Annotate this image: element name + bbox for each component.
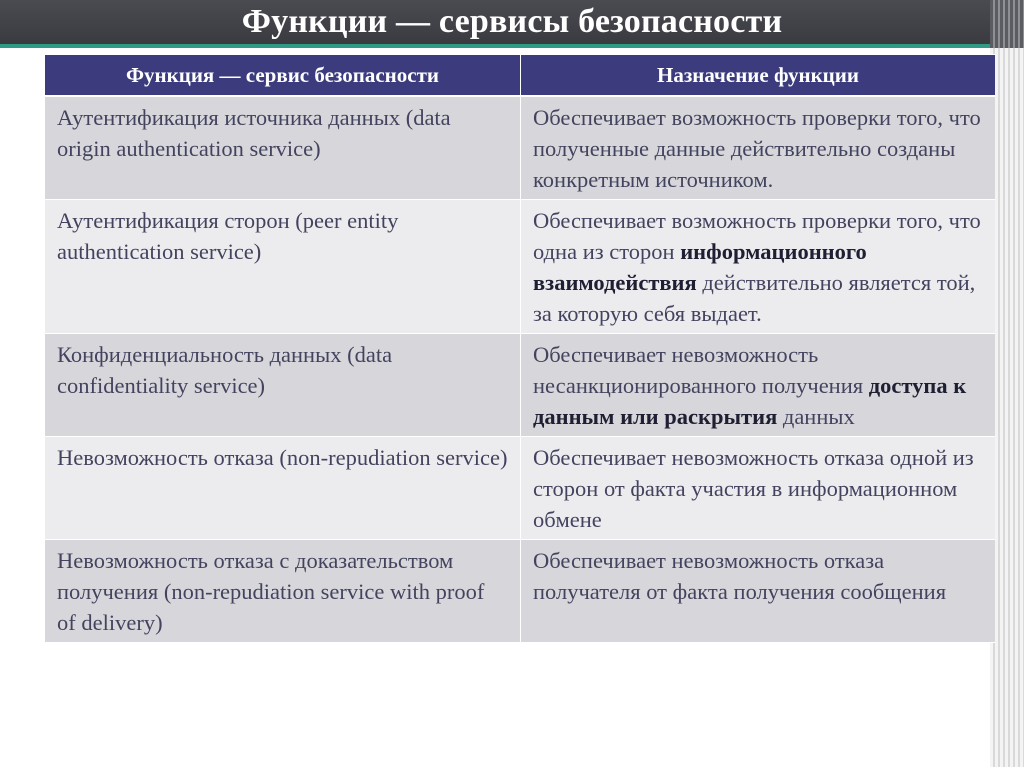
table-row xyxy=(45,200,996,334)
row-purpose xyxy=(521,540,996,643)
row-function: Невозможность отказа (non-repudiation service) xyxy=(45,437,521,540)
purpose-text: Обеспечивает невозможность отказа одной из сторон от факта участия в информационном обмене xyxy=(533,445,974,532)
purpose-text: Обеспечивает возможность проверки того, что полученные данные действительно созданы конкретным источником. xyxy=(533,105,981,192)
purpose-text: Обеспечивает невозможность отказа получателя от факта получения сообщения xyxy=(533,548,947,604)
security-services-table xyxy=(44,54,995,643)
row-purpose xyxy=(521,96,996,200)
purpose-text-after: действительно является той, за которую себя выдает. xyxy=(533,270,976,326)
row-function: Конфиденциальность данных (data confidentiality service) xyxy=(45,334,521,437)
table-row xyxy=(45,96,996,200)
purpose-bold-text: доступа к данным или раскрытия xyxy=(533,373,967,429)
row-purpose xyxy=(521,200,996,334)
row-function: Аутентификация сторон (peer entity authentication service) xyxy=(45,200,521,334)
row-function: Невозможность отказа с доказательством получения (non-repudiation service with proof of delivery) xyxy=(45,540,521,643)
title-accent-line xyxy=(0,44,990,48)
row-purpose xyxy=(521,334,996,437)
decorative-stripes xyxy=(990,0,1024,767)
purpose-text: Обеспечивает возможность проверки того, что одна из сторон xyxy=(533,208,981,264)
purpose-text-after: данных xyxy=(777,404,855,429)
table-row xyxy=(45,437,996,540)
table-frame xyxy=(44,54,995,767)
table-row xyxy=(45,334,996,437)
header-purpose: Назначение функции xyxy=(521,55,996,97)
slide-title: Функции — сервисы безопасности xyxy=(241,3,783,40)
purpose-text: Обеспечивает невозможность несанкционированного получения xyxy=(533,342,869,398)
purpose-bold-text: информационного взаимодействия xyxy=(533,239,867,295)
table-row xyxy=(45,540,996,643)
header-function: Функция — сервис безопасности xyxy=(45,55,521,97)
row-purpose xyxy=(521,437,996,540)
row-function: Аутентификация источника данных (data origin authentication service) xyxy=(45,96,521,200)
table-header-row xyxy=(45,55,996,97)
